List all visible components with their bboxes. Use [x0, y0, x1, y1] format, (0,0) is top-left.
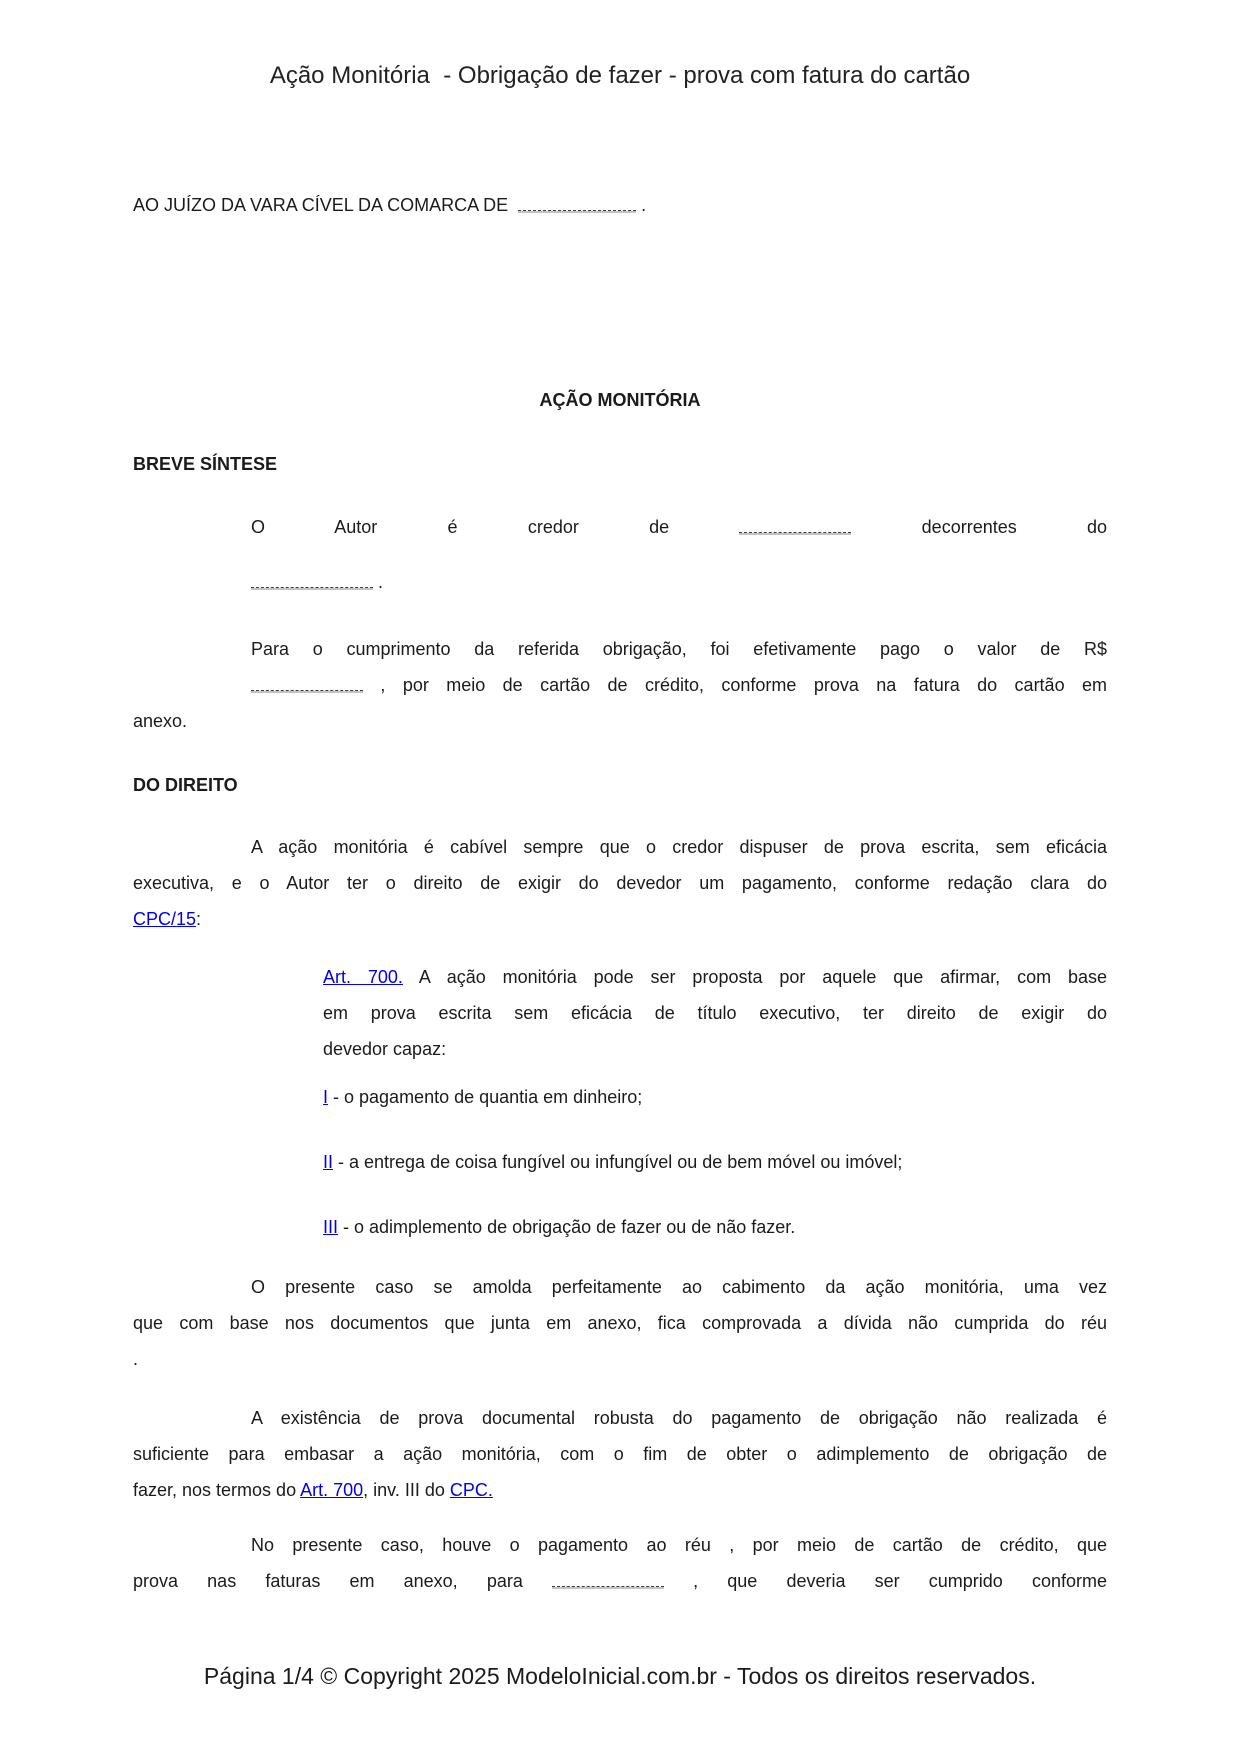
text-line [251, 1527, 1107, 1563]
text-run: A ação monitória é cabível sempre que o credor dispuser de prova escrita, sem eficácia [251, 837, 1107, 857]
text-line [133, 446, 1107, 482]
inciso-iii-link[interactable]: III [323, 1217, 339, 1237]
blank-comarca[interactable] [518, 195, 636, 211]
text-line [133, 1563, 1107, 1599]
cpc-ref-link[interactable]: CPC. [449, 1480, 493, 1500]
text-line [133, 901, 1107, 937]
text-line [323, 1079, 1107, 1115]
quote-inciso-ii [323, 1144, 1107, 1180]
inciso-i-link[interactable]: I [323, 1087, 329, 1107]
text-run: . [133, 1349, 139, 1369]
text-line [251, 667, 1107, 703]
text-run: suficiente para embasar a ação monitória, com o fim de obter o adimplemento de obrigação de [133, 1444, 1107, 1464]
paragraph-cabimento [133, 829, 1107, 937]
text-line [323, 1031, 1107, 1067]
section-heading-do-direito [133, 767, 1107, 803]
blank-valor-credito[interactable] [739, 517, 851, 533]
text-run: decorrentes do [851, 517, 1108, 537]
text-line [251, 564, 1107, 600]
paragraph-prova-documental [133, 1400, 1107, 1508]
blank-destinatario[interactable] [552, 1571, 664, 1587]
text-run: AO JUÍZO DA VARA CÍVEL DA COMARCA DE [133, 195, 519, 215]
text-line [133, 865, 1107, 901]
text-line [251, 1269, 1107, 1305]
text-line [133, 1305, 1107, 1341]
text-line [133, 1436, 1107, 1472]
quote-art-700 [323, 959, 1107, 1067]
art-700-link[interactable]: Art. 700. [323, 967, 403, 987]
text-run: No presente caso, houve o pagamento ao réu , por meio de cartão de crédito, que [251, 1535, 1107, 1555]
text-run: , inv. III do [363, 1480, 450, 1500]
page-footer: Página 1/4 © Copyright 2025 ModeloInicial.com.br - Todos os direitos reservados. [203, 1663, 1037, 1689]
art-700-ref-link[interactable]: Art. 700 [300, 1480, 364, 1500]
paragraph-autor-credor [133, 509, 1107, 600]
text-run: - o adimplemento de obrigação de fazer ou de não fazer. [338, 1217, 796, 1237]
text-run: . [636, 195, 647, 215]
text-run: executiva, e o Autor ter o direito de exigir do devedor um pagamento, conforme redação clara do [133, 873, 1107, 893]
addressing-line [133, 187, 1107, 223]
text-run: , que deveria ser cumprido conforme [664, 1571, 1107, 1591]
text-line [133, 187, 1107, 223]
text-line [133, 382, 1107, 418]
text-line [251, 829, 1107, 865]
text-run: - a entrega de coisa fungível ou infungível ou de bem móvel ou imóvel; [333, 1152, 903, 1172]
document-body [133, 187, 1107, 1599]
text-line [323, 995, 1107, 1031]
quote-inciso-i [323, 1079, 1107, 1115]
text-line [133, 1472, 1107, 1508]
section-heading-breve-sintese [133, 446, 1107, 482]
text-line [323, 1144, 1107, 1180]
text-run: prova nas faturas em anexo, para [133, 1571, 552, 1591]
text-run: - o pagamento de quantia em dinheiro; [328, 1087, 643, 1107]
blank-valor-pago[interactable] [251, 675, 363, 691]
text-run: devedor capaz: [323, 1039, 447, 1059]
blank-origem-credito[interactable] [251, 572, 373, 588]
text-run: que com base nos documentos que junta em anexo, fica comprovada a dívida não cumprida do réu [133, 1313, 1107, 1333]
text-line [251, 509, 1107, 545]
text-run: O Autor é credor de [251, 517, 740, 537]
text-run: BREVE SÍNTESE [133, 454, 278, 474]
document-title: Ação Monitória - Obrigação de fazer - prova com fatura do cartão [269, 62, 971, 89]
text-line [251, 1400, 1107, 1436]
text-line [323, 1209, 1107, 1245]
paragraph-pagamento-reu [133, 1527, 1107, 1599]
text-run: em prova escrita sem eficácia de título executivo, ter direito de exigir do [323, 1003, 1107, 1023]
text-line [133, 767, 1107, 803]
text-run: fazer, nos termos do [133, 1480, 301, 1500]
text-run: DO DIREITO [133, 775, 238, 795]
text-line [323, 959, 1107, 995]
text-run: : [196, 909, 202, 929]
cpc15-link[interactable]: CPC/15 [133, 909, 197, 929]
text-run: , por meio de cartão de crédito, conforme prova na fatura do cartão em [363, 675, 1107, 695]
text-run: anexo. [133, 711, 188, 731]
text-line [133, 703, 1107, 739]
text-run: AÇÃO MONITÓRIA [539, 390, 701, 410]
paragraph-presente-caso [133, 1269, 1107, 1377]
text-line [251, 631, 1107, 667]
action-heading [133, 382, 1107, 418]
text-run: . [373, 572, 384, 592]
text-run: Para o cumprimento da referida obrigação, foi efetivamente pago o valor de R$ [251, 639, 1107, 659]
quote-inciso-iii [323, 1209, 1107, 1245]
text-line [133, 1341, 1107, 1377]
paragraph-cumprimento [133, 631, 1107, 739]
text-run: A existência de prova documental robusta do pagamento de obrigação não realizada é [251, 1408, 1107, 1428]
inciso-ii-link[interactable]: II [323, 1152, 334, 1172]
text-run: O presente caso se amolda perfeitamente ao cabimento da ação monitória, uma vez [251, 1277, 1107, 1297]
text-run: A ação monitória pode ser proposta por aquele que afirmar, com base [402, 967, 1107, 987]
